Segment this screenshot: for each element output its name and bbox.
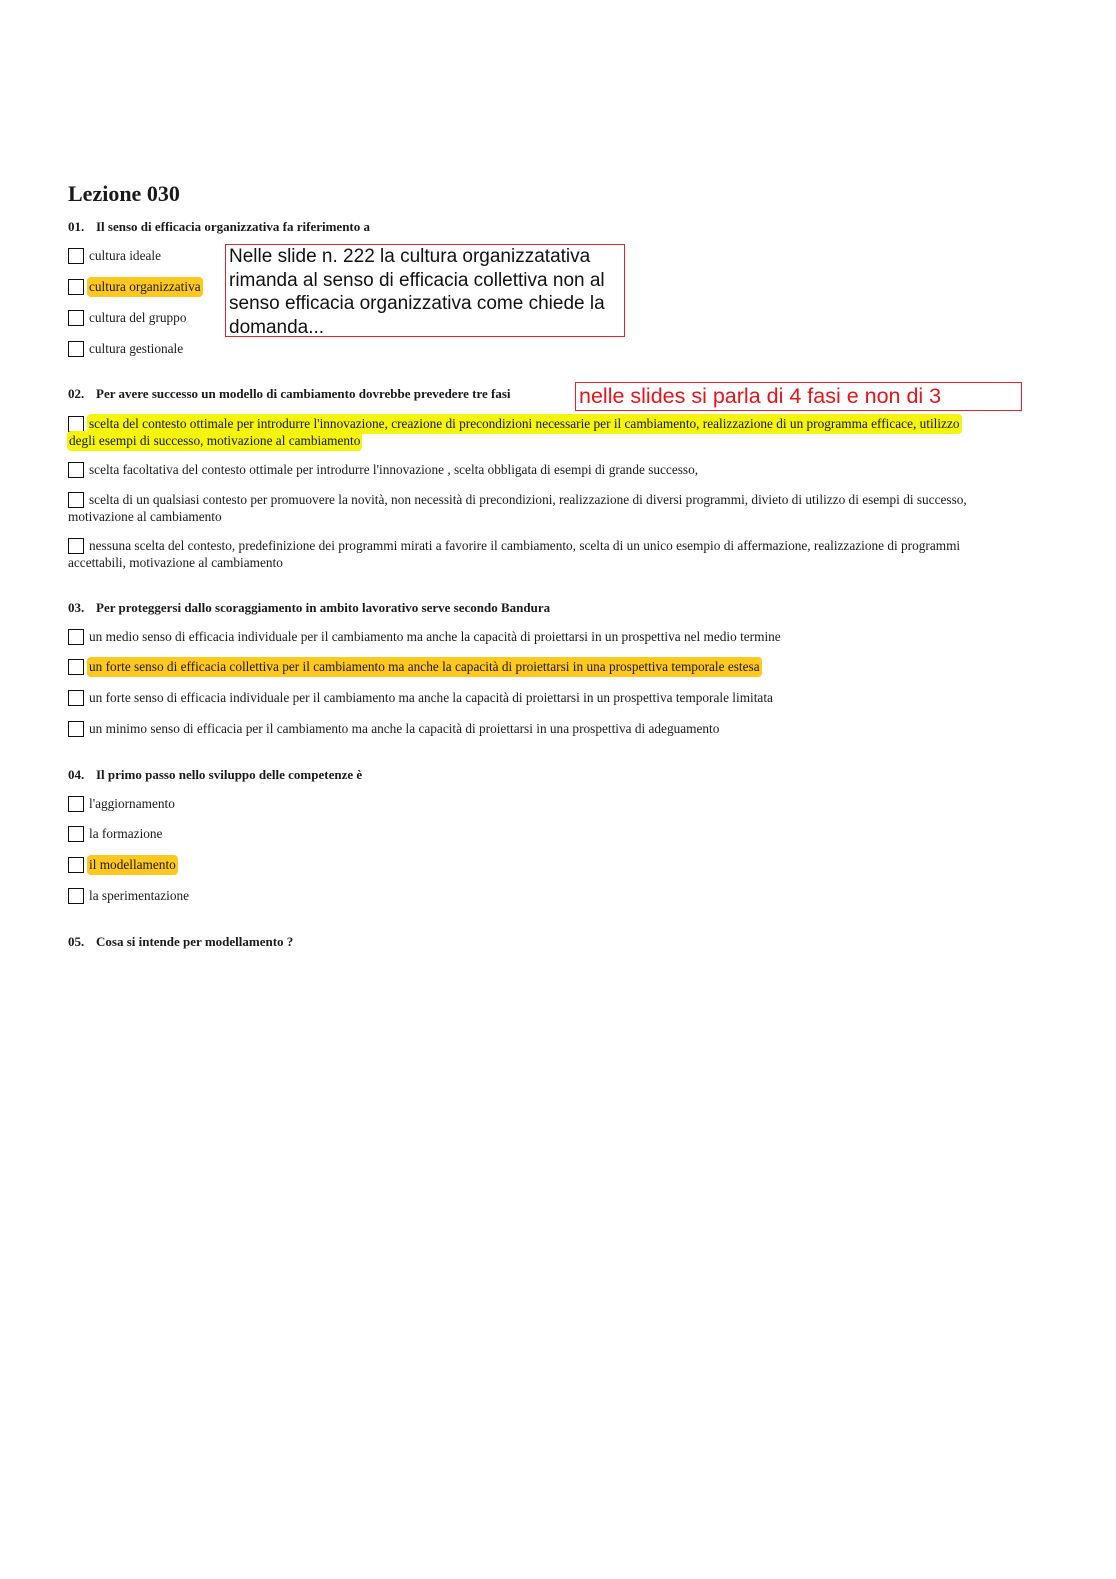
answer-option-continuation <box>68 555 283 571</box>
answer-option <box>68 690 773 706</box>
question-number: 04. <box>68 767 85 782</box>
answer-option-continuation <box>68 509 222 525</box>
answer-option <box>68 721 719 737</box>
option-label: cultura del gruppo <box>89 310 187 325</box>
option-label: nessuna scelta del contesto, predefinizione dei programmi mirati a favorire il cambiamento, scelta di un unico esempio di affermazione, realizzazione di programmi <box>89 538 961 553</box>
option-label: la sperimentazione <box>89 888 190 903</box>
answer-option <box>68 796 175 812</box>
option-label: la formazione <box>89 826 163 841</box>
checkbox[interactable] <box>68 279 84 295</box>
highlighted-option-label: un forte senso di efficacia collettiva per il cambiamento ma anche la capacità di proiettarsi in una prospettiva temporale estesa <box>87 657 762 677</box>
option-label: un minimo senso di efficacia per il cambiamento ma anche la capacità di proiettarsi in una prospettiva di adeguamento <box>89 721 720 736</box>
option-label: motivazione al cambiamento <box>68 509 222 524</box>
option-label: cultura ideale <box>89 248 161 263</box>
answer-option <box>68 462 698 478</box>
checkbox[interactable] <box>68 857 84 873</box>
answer-option <box>68 857 178 873</box>
checkbox[interactable] <box>68 538 84 554</box>
checkbox[interactable] <box>68 341 84 357</box>
checkbox[interactable] <box>68 659 84 675</box>
annotation-comment-text: Nelle slide n. 222 la cultura organizzatativa rimanda al senso di efficacia collettiva non al senso efficacia organizzativa come chiede la domanda... <box>229 246 605 338</box>
option-label: scelta di un qualsiasi contesto per promuovere la novità, non necessità di precondizioni, realizzazione di diversi programmi, divieto di utilizzo di esempi di successo, <box>89 492 967 507</box>
question-heading <box>68 767 362 783</box>
question-text: Il senso di efficacia organizzativa fa riferimento a <box>96 219 371 234</box>
question-heading <box>68 386 511 402</box>
checkbox[interactable] <box>68 492 84 508</box>
highlighted-option-label: il modellamento <box>87 855 178 875</box>
checkbox[interactable] <box>68 462 84 478</box>
checkbox[interactable] <box>68 629 84 645</box>
highlighted-option-label: scelta del contesto ottimale per introdurre l'innovazione, creazione di precondizioni necessarie per il cambiamento, realizzazione di un programma efficace, utilizzo <box>87 414 962 434</box>
checkbox[interactable] <box>68 796 84 812</box>
question-text: Per proteggersi dallo scoraggiamento in ambito lavorativo serve secondo Bandura <box>96 600 551 615</box>
question-number: 02. <box>68 386 85 401</box>
question-number: 03. <box>68 600 85 615</box>
answer-option <box>68 659 762 675</box>
answer-option <box>68 416 962 432</box>
answer-option <box>68 310 186 326</box>
answer-option <box>68 629 781 645</box>
option-label: l'aggiornamento <box>89 796 175 811</box>
option-label: accettabili, motivazione al cambiamento <box>68 555 283 570</box>
answer-option <box>68 538 960 554</box>
question-number: 05. <box>68 934 85 949</box>
lesson-title: Lezione 030 <box>68 181 180 206</box>
question-heading <box>68 934 293 950</box>
question-text: Il primo passo nello sviluppo delle competenze è <box>96 767 363 782</box>
answer-option <box>68 279 203 295</box>
highlighted-option-label: degli esempi di successo, motivazione al cambiamento <box>67 431 362 451</box>
checkbox[interactable] <box>68 310 84 326</box>
checkbox[interactable] <box>68 690 84 706</box>
answer-option <box>68 248 161 264</box>
question-number: 01. <box>68 219 85 234</box>
question-text: Per avere successo un modello di cambiamento dovrebbe prevedere tre fasi <box>96 386 511 401</box>
checkbox[interactable] <box>68 826 84 842</box>
answer-option <box>68 492 967 508</box>
annotation-comment-text: nelle slides si parla di 4 fasi e non di 3 <box>579 384 942 408</box>
annotation-comment-box <box>225 244 625 337</box>
question-heading <box>68 219 370 235</box>
option-label: un medio senso di efficacia individuale per il cambiamento ma anche la capacità di proiettarsi in un prospettiva nel medio termine <box>89 629 781 644</box>
answer-option-continuation <box>68 433 362 449</box>
checkbox[interactable] <box>68 248 84 264</box>
question-text: Cosa si intende per modellamento ? <box>96 934 294 949</box>
option-label: cultura gestionale <box>89 341 184 356</box>
option-label: un forte senso di efficacia individuale per il cambiamento ma anche la capacità di proiettarsi in un prospettiva temporale limitata <box>89 690 773 705</box>
checkbox[interactable] <box>68 416 84 432</box>
answer-option <box>68 826 162 842</box>
checkbox[interactable] <box>68 721 84 737</box>
question-heading <box>68 600 550 616</box>
checkbox[interactable] <box>68 888 84 904</box>
answer-option <box>68 341 183 357</box>
answer-option <box>68 888 189 904</box>
option-label: scelta facoltativa del contesto ottimale per introdurre l'innovazione , scelta obbligata di esempi di grande successo, <box>89 462 699 477</box>
annotation-comment-box <box>575 382 1022 411</box>
highlighted-option-label: cultura organizzativa <box>87 277 203 297</box>
